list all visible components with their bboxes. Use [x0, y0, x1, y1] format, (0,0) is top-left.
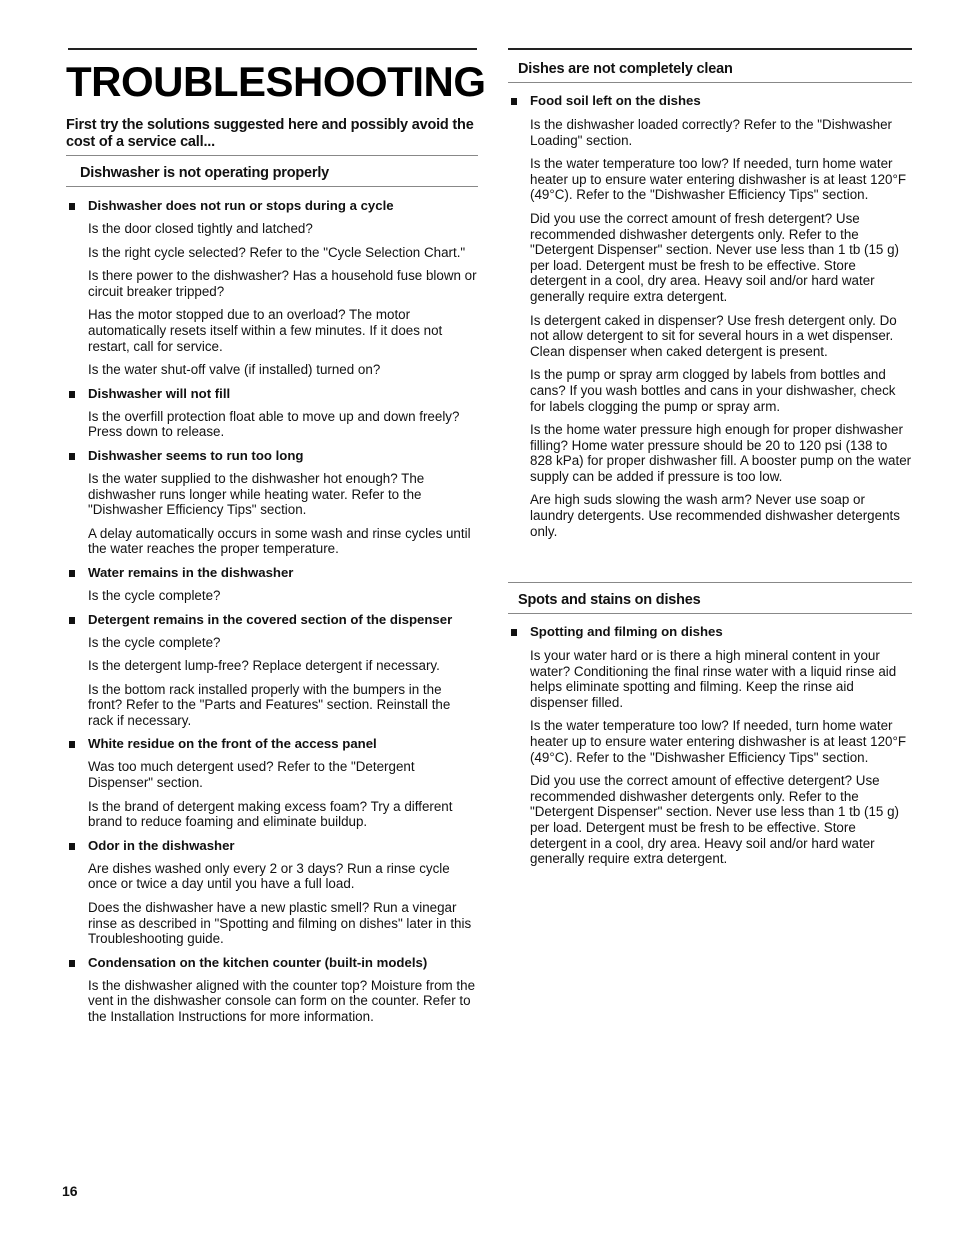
page-number: 16	[62, 1183, 78, 1199]
item-heading: Food soil left on the dishes	[508, 93, 912, 109]
bullet-icon	[69, 570, 75, 577]
item-paragraph: Is the door closed tightly and latched?	[88, 221, 313, 236]
section-rule	[66, 155, 478, 156]
item-heading: Dishwasher seems to run too long	[66, 448, 478, 464]
item-heading: Condensation on the kitchen counter (built-in models)	[66, 955, 478, 971]
item-heading: Spotting and filming on dishes	[508, 624, 912, 640]
item-paragraph: Is there power to the dishwasher? Has a household fuse blown or circuit breaker tripped?	[88, 268, 477, 299]
left-items	[66, 198, 478, 1025]
bullet-icon	[69, 843, 75, 850]
right-column-top-rule	[508, 48, 912, 50]
left-section-header	[66, 155, 478, 187]
section-title-spots-stains: Spots and stains on dishes	[518, 592, 701, 608]
item-paragraph: Is detergent caked in dispenser? Use fresh detergent only. Do not allow detergent to sit for several hours in a wet dispenser. Clean dispenser when caked detergent is present.	[530, 312, 897, 359]
item-paragraph: Is the cycle complete?	[88, 634, 221, 650]
item-paragraph: Is the detergent lump-free? Replace detergent if necessary.	[88, 658, 440, 674]
item-heading: Odor in the dishwasher	[66, 838, 478, 854]
bullet-icon	[511, 629, 517, 636]
bullet-icon	[69, 741, 75, 748]
section-rule	[508, 613, 912, 614]
intro-text: First try the solutions suggested here and possibly avoid the cost of a service call...	[66, 117, 474, 150]
section-title-not-clean: Dishes are not completely clean	[518, 61, 733, 77]
item-paragraph: Is the water supplied to the dishwasher hot enough? The dishwasher runs longer while heating water. Refer to the "Dishwasher Efficiency Tips" section.	[88, 470, 425, 518]
section-rule	[66, 186, 478, 187]
item-paragraph: Is your water hard or is there a high mineral content in your water? Conditioning the final rinse water with a liquid rinse aid helps eliminate spotting and filming. Keep the rinse aid dispenser filled.	[530, 648, 897, 710]
item-heading: Water remains in the dishwasher	[66, 565, 478, 581]
bullet-icon	[69, 960, 75, 967]
item-paragraph: Is the water temperature too low? If needed, turn home water heater up to ensure water entering dishwasher is at least 120°F (49°C). Refer to the "Dishwasher Efficiency Tips" section.	[530, 718, 907, 765]
item-paragraph: Is the water shut-off valve (if installed) turned on?	[88, 362, 381, 378]
item-paragraph: Does the dishwasher have a new plastic smell? Run a vinegar rinse as described in "Spotting and filming on dishes" later in this Troubleshooting guide.	[88, 900, 472, 947]
item-paragraph: Is the pump or spray arm clogged by labels from bottles and cans? If you wash bottles and cans in your dishwasher, check for labels clogging the pump or spray arm.	[530, 367, 896, 414]
item-paragraph: Is the water temperature too low? If needed, turn home water heater up to ensure water entering dishwasher is at least 120°F (49°C). Refer to the "Dishwasher Efficiency Tips" section.	[530, 156, 907, 203]
right-section1-header	[508, 60, 912, 83]
bullet-icon	[69, 617, 75, 624]
item-paragraph: Is the overfill protection float able to move up and down freely? Press down to release.	[88, 408, 460, 440]
right-section2-header	[508, 582, 912, 614]
item-paragraph: Is the dishwasher loaded correctly? Refer to the "Dishwasher Loading" section.	[530, 117, 893, 148]
item-paragraph: Is the brand of detergent making excess foam? Try a different brand to reduce foaming and eliminate buildup.	[88, 798, 453, 830]
section-title-not-operating: Dishwasher is not operating properly	[80, 165, 330, 181]
item-paragraph: Was too much detergent used? Refer to the "Detergent Dispenser" section.	[88, 759, 415, 791]
item-paragraph: Has the motor stopped due to an overload? The motor automatically resets itself within a few minutes. If it does not restart, call for service.	[88, 307, 443, 354]
bullet-icon	[69, 203, 75, 210]
bullet-icon	[69, 453, 75, 460]
item-paragraph: A delay automatically occurs in some wash and rinse cycles until the water reaches the proper temperature.	[88, 525, 471, 557]
item-paragraph: Is the cycle complete?	[88, 587, 221, 603]
item-paragraph: Did you use the correct amount of effective detergent? Use recommended dishwasher detergents only. Refer to the "Detergent Dispenser" section. Never use less than 1 tb (15 g) per load. Detergent must be fresh to be effective. Store detergent in a cool, dry area. Heavy soil and/or hard water generally require extra detergent.	[530, 773, 900, 867]
bullet-icon	[69, 391, 75, 398]
right-section1-items	[508, 93, 912, 539]
item-heading: Dishwasher does not run or stops during a cycle	[66, 198, 478, 214]
item-paragraph: Did you use the correct amount of fresh detergent? Use recommended dishwasher detergents only. Refer to the "Detergent Dispenser" section. Never use less than 1 tb (15 g) per load. Detergent must be fresh to be effective. Store detergent in a cool, dry area. Heavy soil and/or hard water generally require extra detergent.	[530, 210, 900, 304]
item-paragraph: Is the bottom rack installed properly with the bumpers in the front? Refer to the "Parts and Features" section. Reinstall the rack if necessary.	[88, 681, 451, 728]
section-rule	[508, 582, 912, 583]
right-section2-items	[508, 624, 912, 867]
item-paragraph: Are high suds slowing the wash arm? Never use soap or laundry detergents. Use recommended dishwasher detergents only.	[530, 492, 900, 539]
page-title: TROUBLESHOOTING	[66, 58, 486, 105]
item-heading: White residue on the front of the access panel	[66, 736, 478, 752]
bullet-icon	[511, 98, 517, 105]
item-paragraph: Is the dishwasher aligned with the counter top? Moisture from the vent in the dishwasher console can form on the counter. Refer to the Installation Instructions for more information.	[88, 977, 476, 1024]
item-paragraph: Is the home water pressure high enough for proper dishwasher filling? Home water pressure should be 20 to 120 psi (138 to 828 kPa) for proper dishwasher fill. A booster pump on the water supply can be added if pressure is too low.	[530, 422, 912, 484]
section-rule	[508, 82, 912, 83]
item-paragraph: Is the right cycle selected? Refer to the "Cycle Selection Chart."	[88, 244, 466, 260]
item-paragraph: Are dishes washed only every 2 or 3 days? Run a rinse cycle once or twice a day until you have a full load.	[88, 860, 450, 892]
title-top-rule	[68, 48, 477, 50]
item-heading: Dishwasher will not fill	[66, 386, 478, 402]
item-heading: Detergent remains in the covered section of the dispenser	[66, 612, 478, 628]
